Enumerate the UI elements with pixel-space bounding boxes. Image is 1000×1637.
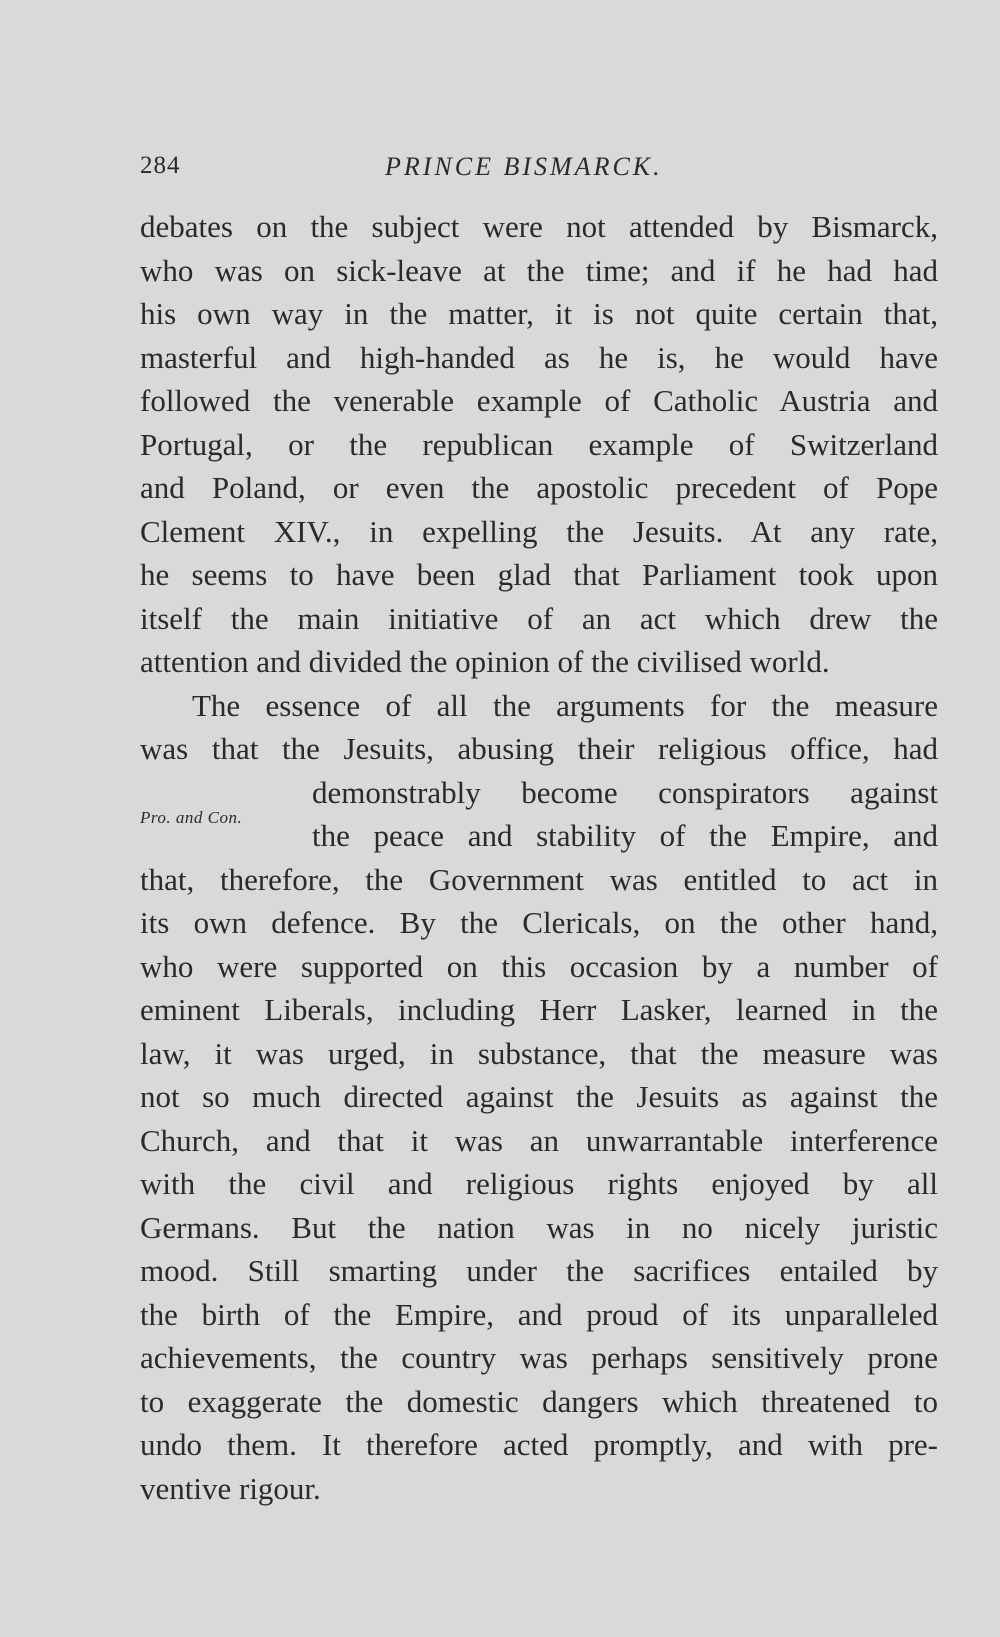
text-line: Germans. But the nation was in no nicely juristic: [140, 1209, 938, 1245]
text-line: who were supported on this occasion by a number of: [140, 948, 938, 984]
text-line: attention and divided the opinion of the civilised world.: [140, 644, 830, 679]
text-line: Clement XIV., in expelling the Jesuits. At any rate,: [140, 513, 938, 549]
text-line: mood. Still smarting under the sacrifices entailed by: [140, 1253, 938, 1288]
text-line: itself the main initiative of an act which drew the: [140, 600, 938, 636]
text-line: Portugal, or the republican example of Switzerland: [140, 426, 938, 462]
text-line: not so much directed against the Jesuits as against the: [140, 1079, 938, 1114]
running-head: PRINCE BISMARCK.: [385, 152, 663, 181]
text-line: debates on the subject were not attended by Bismarck,: [140, 209, 938, 244]
text-line: ventive rigour.: [140, 1470, 321, 1506]
text-line: to exaggerate the domestic dangers which threatened to: [140, 1383, 938, 1419]
text-line: the birth of the Empire, and proud of its unparalleled: [140, 1296, 938, 1332]
text-line: followed the venerable example of Catholic Austria and: [140, 383, 938, 418]
text-line: that, therefore, the Government was entitled to act in: [140, 861, 938, 897]
text-line: and Poland, or even the apostolic precedent of Pope: [140, 470, 938, 505]
text-line: was that the Jesuits, abusing their religious office, had: [140, 731, 938, 766]
paragraph-start-line: The essence of all the arguments for the measure: [192, 687, 938, 723]
page-number: 284: [140, 152, 181, 179]
text-line: eminent Liberals, including Herr Lasker, learned in the: [140, 992, 938, 1027]
text-line: undo them. It therefore acted promptly, and with pre-: [140, 1427, 938, 1462]
text-line: he seems to have been glad that Parliament took upon: [140, 557, 938, 592]
text-line: Church, and that it was an unwarrantable interference: [140, 1122, 938, 1158]
page-header: [140, 152, 940, 192]
body-text: [140, 205, 938, 1510]
text-line: achievements, the country was perhaps sensitively prone: [140, 1340, 938, 1375]
text-line: demonstrably become conspirators against: [312, 774, 938, 810]
text-line: law, it was urged, in substance, that the measure was: [140, 1035, 938, 1071]
text-line: the peace and stability of the Empire, and: [312, 818, 938, 853]
margin-note: Pro. and Con.: [140, 808, 243, 827]
text-line: with the civil and religious rights enjoyed by all: [140, 1166, 938, 1201]
text-line: its own defence. By the Clericals, on the other hand,: [140, 905, 938, 940]
text-line: masterful and high-handed as he is, he would have: [140, 339, 938, 375]
text-line: who was on sick-leave at the time; and if he had had: [140, 252, 938, 288]
text-line: his own way in the matter, it is not quite certain that,: [140, 296, 938, 331]
